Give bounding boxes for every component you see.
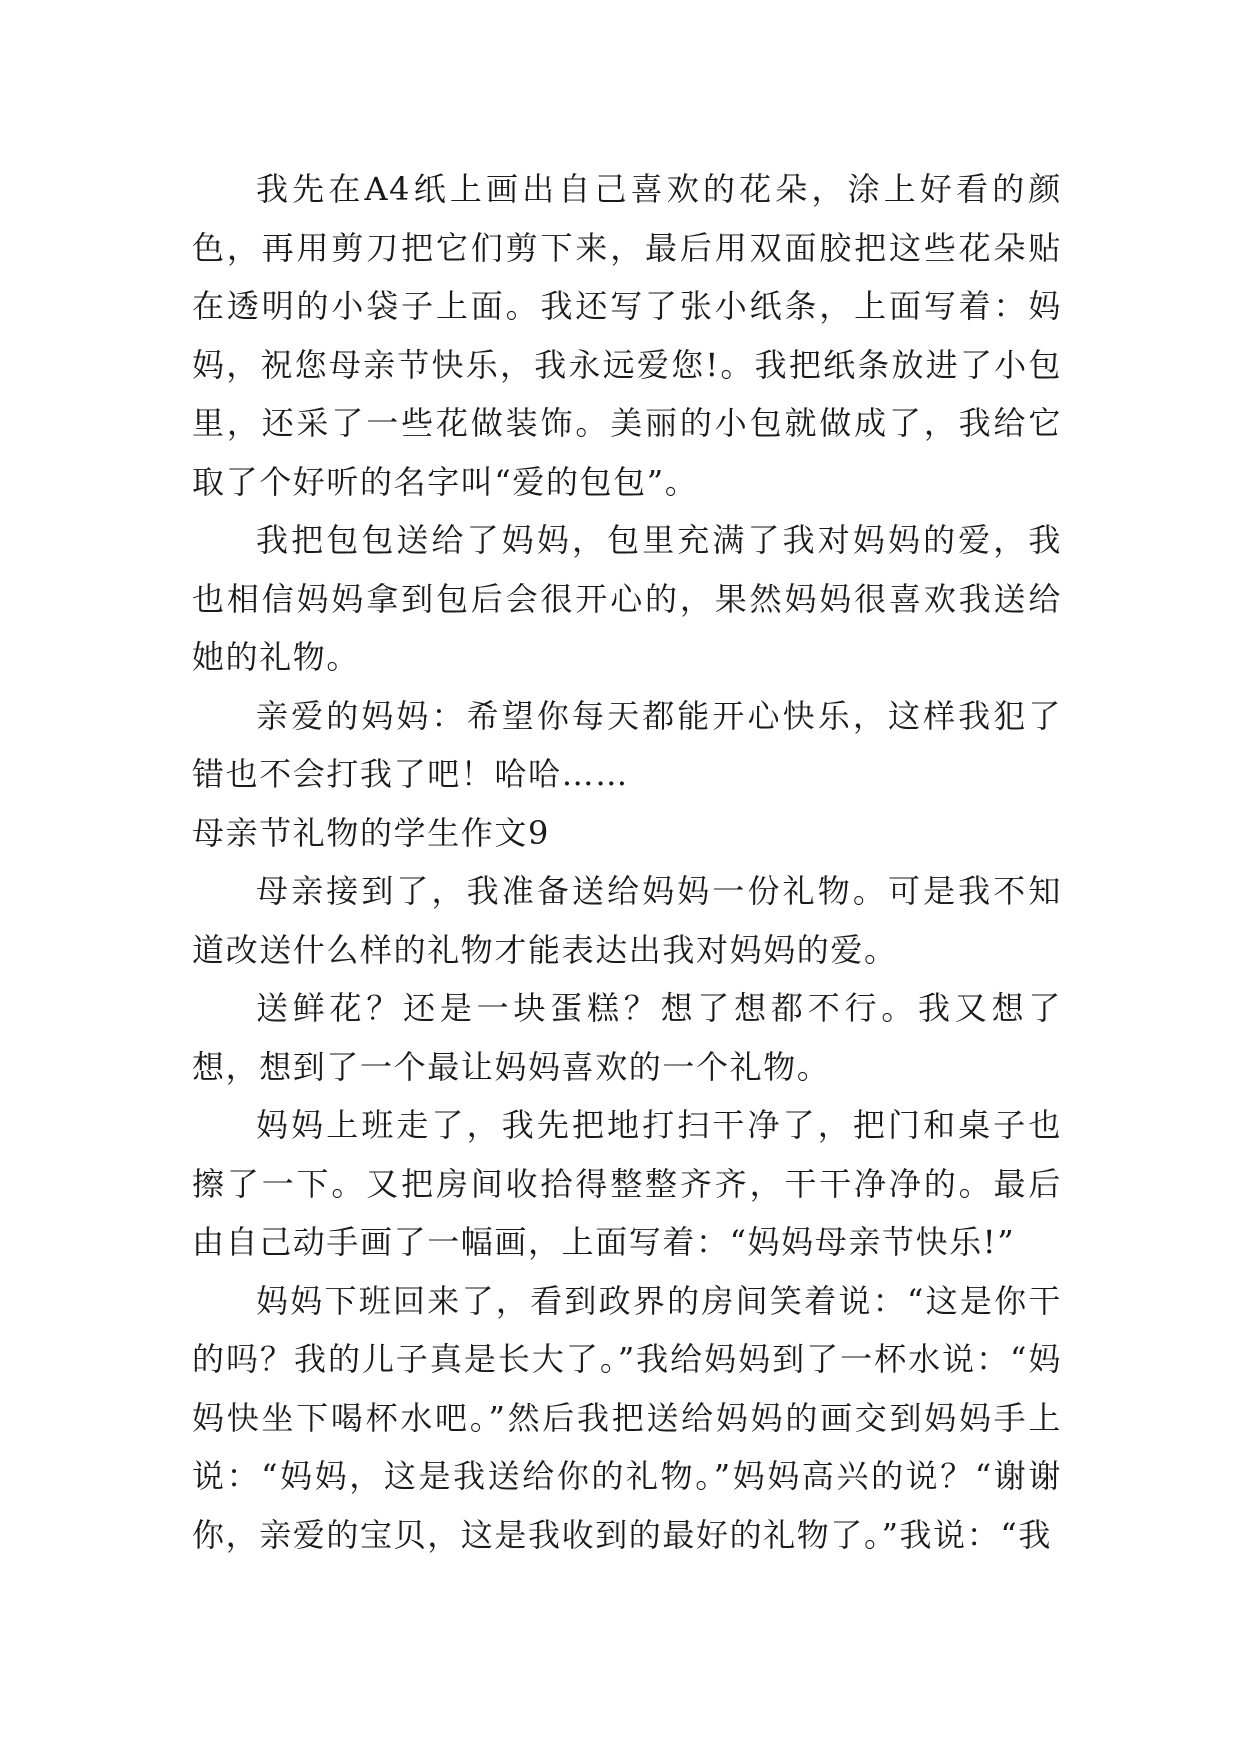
paragraph: 亲爱的妈妈：希望你每天都能开心快乐，这样我犯了错也不会打我了吧！哈哈……: [192, 696, 1062, 793]
document-body: [192, 160, 1062, 1564]
paragraph: 我先在A4纸上画出自己喜欢的花朵，涂上好看的颜色，再用剪刀把它们剪下来，最后用双面胶把这些花朵贴在透明的小袋子上面。我还写了张小纸条，上面写着：妈妈，祝您母亲节快乐，我永远爱您!。我把纸条放进了小包里，还采了一些花做装饰。美丽的小包就做成了，我给它取了个好听的名字叫“爱的包包”。: [192, 170, 1062, 501]
section-title: 母亲节礼物的学生作文9: [192, 813, 550, 852]
paragraph: 母亲接到了，我准备送给妈妈一份礼物。可是我不知道改送什么样的礼物才能表达出我对妈妈的爱。: [192, 872, 1062, 969]
paragraph: 我把包包送给了妈妈，包里充满了我对妈妈的爱，我也相信妈妈拿到包后会很开心的，果然妈妈很喜欢我送给她的礼物。: [192, 521, 1062, 676]
paragraph: 送鲜花？还是一块蛋糕？想了想都不行。我又想了想，想到了一个最让妈妈喜欢的一个礼物。: [192, 989, 1062, 1086]
paragraph: 妈妈上班走了，我先把地打扫干净了，把门和桌子也擦了一下。又把房间收拾得整整齐齐，干干净净的。最后由自己动手画了一幅画，上面写着：“妈妈母亲节快乐!”: [192, 1106, 1062, 1261]
paragraph: 妈妈下班回来了，看到政界的房间笑着说：“这是你干的吗？我的儿子真是长大了。”我给妈妈到了一杯水说：“妈妈快坐下喝杯水吧。”然后我把送给妈妈的画交到妈妈手上说：“妈妈，这是我送给你的礼物。”妈妈高兴的说？“谢谢你，亲爱的宝贝，这是我收到的最好的礼物了。”我说：“我: [192, 1281, 1062, 1554]
